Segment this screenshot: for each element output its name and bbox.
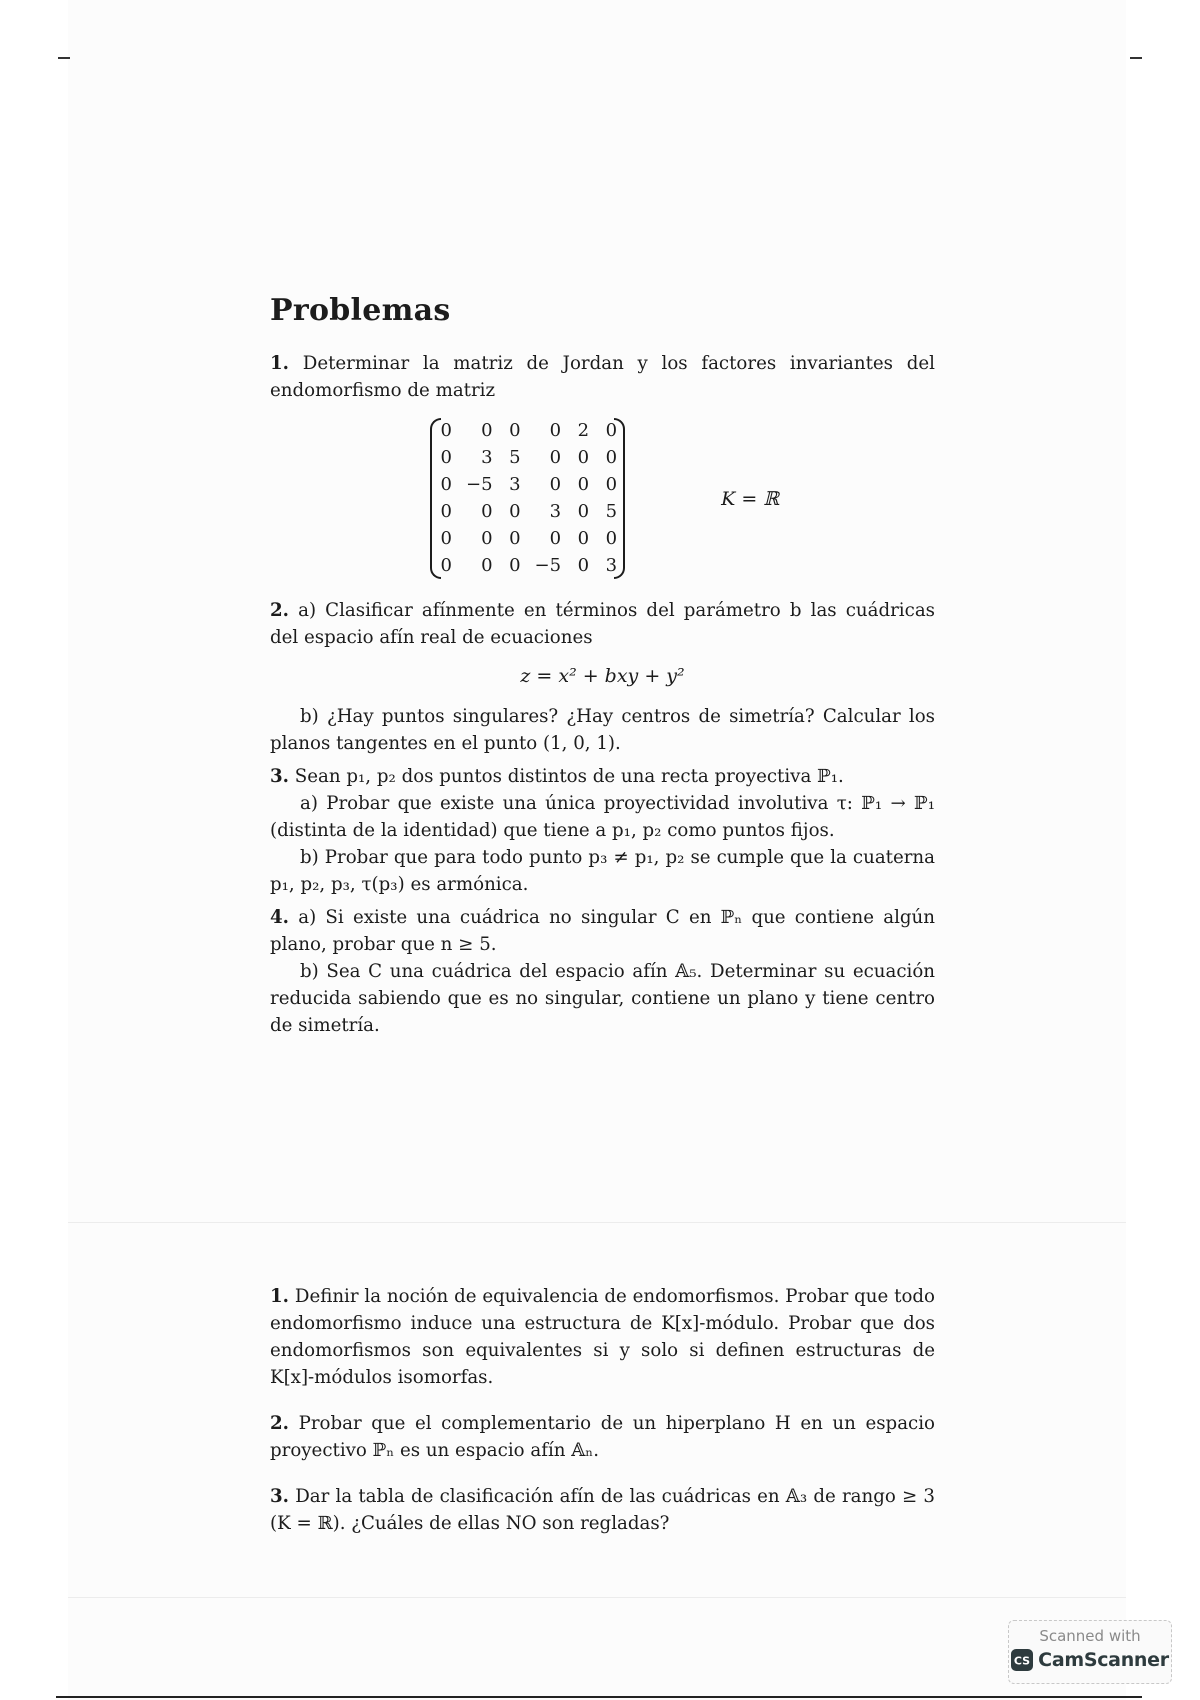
matrix-cell: 5 (605, 501, 618, 522)
section-heading: Problemas (270, 293, 451, 328)
problem-1-number: 1. (270, 353, 289, 374)
bottom-border-line (56, 1696, 1142, 1698)
problem-2-number: 2. (270, 600, 289, 621)
matrix-cell: −5 (466, 474, 493, 495)
matrix-cell: 3 (605, 555, 618, 576)
theory-item-2 (270, 1410, 935, 1464)
field-label: K = ℝ (721, 487, 780, 510)
problem-2-part-a (270, 597, 935, 651)
problem-4-part-b: b) Sea C una cuádrica del espacio afín 𝔸₅. Determinar su ecuación reducida sabiendo que es no singular, contiene un plano y tiene centro de simetría. (270, 961, 935, 1036)
matrix-cell: 0 (577, 555, 590, 576)
theory-item-2-text: Probar que el complementario de un hiperplano H en un espacio proyectivo ℙₙ es un espacio afín 𝔸ₙ. (270, 1413, 935, 1461)
watermark-caption: Scanned with (1039, 1627, 1141, 1645)
matrix-cell: 0 (481, 528, 493, 549)
matrix-cell: −5 (534, 555, 562, 576)
watermark-brand (1009, 1649, 1171, 1671)
theory-item-1-text: Definir la noción de equivalencia de endomorfismos. Probar que todo endomorfismo induce una estructura de K[x]-módulo. Probar que dos endomorfismos son equivalentes si y solo si definen estructuras de K[x]-módulos isomorfas. (270, 1286, 935, 1388)
problems-section (270, 293, 935, 1039)
theory-item-1 (270, 1283, 935, 1391)
matrix-cell: 0 (481, 555, 493, 576)
matrix-cell: 0 (440, 501, 452, 522)
problem-1 (270, 350, 935, 404)
theory-item-2-number: 2. (270, 1413, 289, 1434)
watermark-brand-name: CamScanner (1038, 1649, 1169, 1671)
theory-item-1-number: 1. (270, 1286, 289, 1307)
crop-mark-left (58, 57, 70, 59)
matrix-cell: 0 (481, 501, 493, 522)
matrix-cell: 3 (481, 447, 493, 468)
quadric-equation: z = x² + bxy + y² (520, 665, 685, 687)
matrix-cell: 0 (549, 447, 562, 468)
matrix-cell: 0 (605, 474, 618, 495)
camscanner-logo-icon (1011, 1649, 1033, 1671)
matrix-cell: 0 (549, 420, 562, 441)
matrix-cell: 0 (605, 420, 618, 441)
matrix-cell: 0 (577, 528, 590, 549)
matrix-row (270, 418, 935, 579)
matrix-cell: 0 (577, 474, 590, 495)
matrix-cell: 0 (509, 420, 521, 441)
matrix-cell: 0 (577, 447, 590, 468)
problem-4-number: 4. (270, 907, 289, 928)
page-fold-line (68, 1222, 1126, 1223)
matrix-cell: 3 (509, 474, 521, 495)
problem-3-part-a: a) Probar que existe una única proyectividad involutiva τ: ℙ₁ → ℙ₁ (distinta de la identidad) que tiene a p₁, p₂ como puntos fijos. (270, 793, 935, 841)
matrix-cell: 0 (509, 555, 521, 576)
theory-item-3 (270, 1483, 935, 1537)
matrix-cell: 3 (549, 501, 562, 522)
matrix-cell: 0 (509, 528, 521, 549)
matrix-cell: 0 (549, 528, 562, 549)
matrix-cell: 0 (440, 420, 452, 441)
problem-3-intro-text: Sean p₁, p₂ dos puntos distintos de una recta proyectiva ℙ₁. (294, 766, 844, 787)
matrix-cell: 0 (605, 447, 618, 468)
problem-2-part-a-text: a) Clasificar afínmente en términos del parámetro b las cuádricas del espacio afín real de ecuaciones (270, 600, 935, 648)
theory-item-3-text: Dar la tabla de clasificación afín de las cuádricas en 𝔸₃ de rango ≥ 3 (K = ℝ). ¿Cuáles de ellas NO son regladas? (270, 1486, 935, 1534)
camscanner-watermark (1008, 1620, 1172, 1684)
problem-1-text: Determinar la matriz de Jordan y los factores invariantes del endomorfismo de matriz (270, 353, 935, 401)
problem-3-part-b: b) Probar que para todo punto p₃ ≠ p₁, p₂ se cumple que la cuaterna p₁, p₂, p₃, τ(p₃) es armónica. (270, 847, 935, 895)
matrix-cell: 0 (440, 447, 452, 468)
logo-letters: CS (1014, 1654, 1031, 1667)
camscanner-logo-glyph (1013, 1653, 1031, 1667)
matrix-cell: 0 (605, 528, 618, 549)
matrix-cell: 0 (577, 501, 590, 522)
page-bottom-fold-line (68, 1597, 1126, 1598)
theory-section (270, 1283, 935, 1556)
matrix-cell: 5 (509, 447, 521, 468)
matrix-cell: 0 (440, 474, 452, 495)
problem-3-number: 3. (270, 766, 289, 787)
crop-mark-right (1130, 57, 1142, 59)
matrix-cell: 2 (577, 420, 590, 441)
jordan-matrix (432, 418, 623, 579)
matrix-cell: 0 (440, 555, 452, 576)
problem-2-part-b: b) ¿Hay puntos singulares? ¿Hay centros de simetría? Calcular los planos tangentes en el punto (1, 0, 1). (270, 706, 935, 754)
matrix-cell: 0 (509, 501, 521, 522)
problem-4-part-a (270, 904, 935, 958)
problem-3-intro (270, 763, 935, 790)
matrix-cell: 0 (481, 420, 493, 441)
matrix-cell: 0 (549, 474, 562, 495)
problem-4-part-a-text: a) Si existe una cuádrica no singular C en ℙₙ que contiene algún plano, probar que n ≥ 5. (270, 907, 935, 955)
theory-item-3-number: 3. (270, 1486, 289, 1507)
matrix-cell: 0 (440, 528, 452, 549)
